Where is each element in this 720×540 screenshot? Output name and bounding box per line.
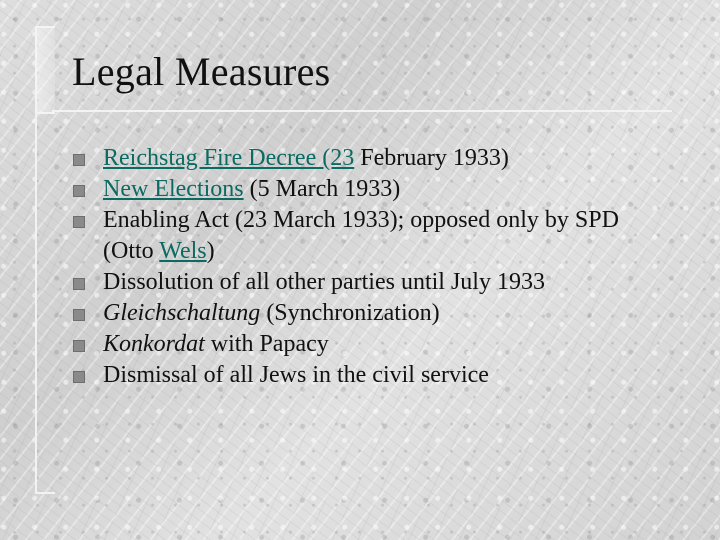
list-item-text: February 1933) — [354, 145, 509, 171]
list-item — [73, 143, 673, 174]
list-item-term: Konkordat — [103, 331, 205, 357]
new-elections-link[interactable]: New Elections — [103, 176, 244, 202]
list-item-text: Enabling Act (23 March 1933); opposed only by SPD (Otto — [103, 207, 619, 264]
list-item-text: (Synchronization) — [260, 300, 440, 326]
list-item — [73, 267, 673, 298]
decorative-frame-line — [35, 112, 55, 494]
list-item-text: Dismissal of all Jews in the civil service — [103, 362, 489, 388]
square-bullet-icon — [73, 154, 85, 166]
reichstag-fire-decree-link[interactable]: Reichstag Fire Decree (23 — [103, 145, 355, 171]
list-item — [73, 298, 673, 329]
list-item-text: with Papacy — [204, 331, 329, 357]
slide-title: Legal Measures — [72, 49, 331, 94]
square-bullet-icon — [73, 340, 85, 352]
bullet-list — [73, 143, 673, 391]
square-bullet-icon — [73, 278, 85, 290]
list-item — [73, 329, 673, 360]
title-divider — [52, 110, 672, 112]
list-item — [73, 205, 673, 267]
list-item-text: (5 March 1933) — [243, 176, 401, 202]
list-item — [73, 360, 673, 391]
list-item-text: ) — [206, 238, 215, 264]
list-item-term: Gleichschaltung — [103, 300, 261, 326]
square-bullet-icon — [73, 185, 85, 197]
square-bullet-icon — [73, 216, 85, 228]
wels-link[interactable]: Wels — [159, 238, 207, 264]
decorative-frame-bar — [35, 26, 55, 114]
list-item — [73, 174, 673, 205]
square-bullet-icon — [73, 309, 85, 321]
list-item-text: Dissolution of all other parties until July 1933 — [103, 269, 545, 295]
square-bullet-icon — [73, 371, 85, 383]
